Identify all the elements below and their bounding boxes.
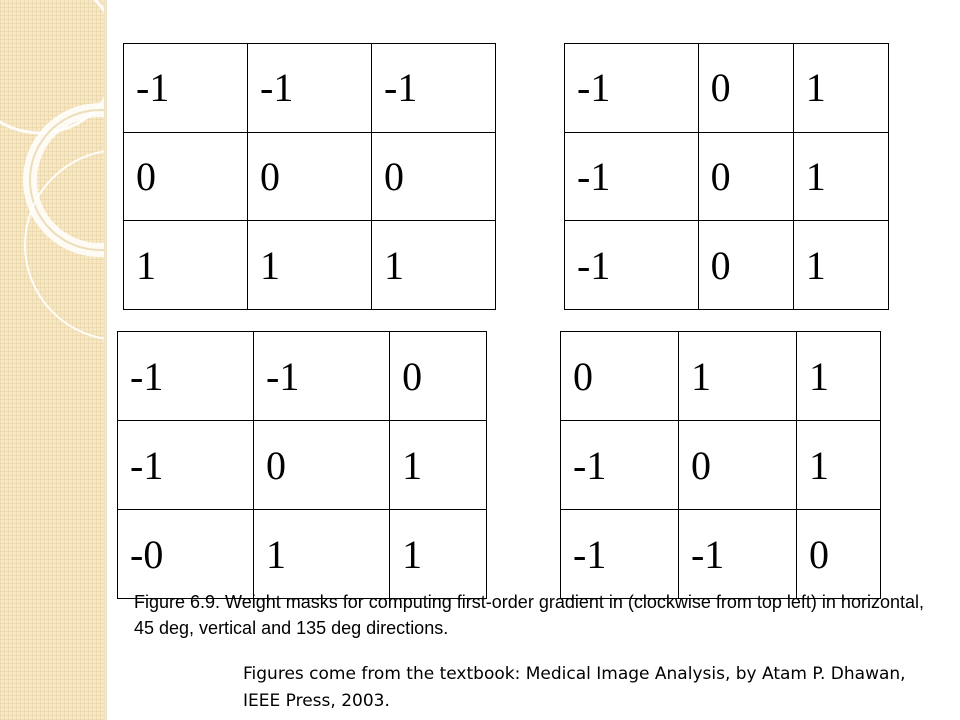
mask-cell: -1 (372, 44, 496, 133)
mask-cell: 0 (698, 44, 793, 133)
mask-cell: 0 (254, 421, 390, 510)
mask-horizontal (123, 43, 496, 310)
mask-cell: -0 (118, 510, 254, 599)
mask-cell: 1 (124, 221, 248, 310)
mask-cell: 0 (678, 421, 796, 510)
mask-row (565, 132, 889, 221)
mask-cell: -1 (248, 44, 372, 133)
sidebar-edge (104, 0, 107, 720)
mask-cell: -1 (118, 421, 254, 510)
mask-cell: 1 (390, 421, 487, 510)
mask-row (118, 332, 487, 421)
mask-cell: -1 (254, 332, 390, 421)
figure-caption: Figure 6.9. Weight masks for computing first-order gradient in (clockwise from top left) in horizontal, 45 deg, vertical and 135 deg directions. (134, 592, 924, 638)
mask-cell: 0 (561, 332, 679, 421)
mask-cell: 1 (793, 132, 888, 221)
mask-cell: 1 (796, 332, 880, 421)
mask-cell: -1 (561, 421, 679, 510)
mask-135-deg (117, 331, 487, 599)
mask-cell: 1 (248, 221, 372, 310)
mask-cell: -1 (118, 332, 254, 421)
mask-cell: 1 (793, 221, 888, 310)
mask-45-deg (560, 331, 881, 599)
mask-cell: 1 (796, 421, 880, 510)
mask-vertical (564, 43, 889, 310)
mask-cell: 0 (372, 132, 496, 221)
mask-cell: 0 (698, 221, 793, 310)
mask-row (118, 510, 487, 599)
mask-cell: -1 (678, 510, 796, 599)
mask-cell: 0 (390, 332, 487, 421)
mask-cell: 1 (793, 44, 888, 133)
mask-row (561, 421, 881, 510)
mask-cell: -1 (565, 221, 699, 310)
mask-cell: -1 (565, 44, 699, 133)
mask-cell: 0 (796, 510, 880, 599)
thick-ring (30, 110, 104, 250)
mask-cell: -1 (561, 510, 679, 599)
decorative-sidebar (0, 0, 104, 720)
mask-cell: -1 (124, 44, 248, 133)
mask-row (565, 221, 889, 310)
source-credit: Figures come from the textbook: Medical Image Analysis, by Atam P. Dhawan, IEEE Press, 2003. (243, 664, 906, 711)
mask-row (561, 510, 881, 599)
mask-cell: 1 (390, 510, 487, 599)
mask-cell: 1 (372, 221, 496, 310)
mask-cell: 1 (678, 332, 796, 421)
mask-row (124, 132, 496, 221)
mask-cell: 0 (124, 132, 248, 221)
mask-cell: 1 (254, 510, 390, 599)
mask-cell: -1 (565, 132, 699, 221)
mask-row (118, 421, 487, 510)
mask-cell: 0 (248, 132, 372, 221)
mask-row (561, 332, 881, 421)
mask-row (565, 44, 889, 133)
rings-decoration (0, 0, 104, 720)
mask-row (124, 221, 496, 310)
mask-cell: 0 (698, 132, 793, 221)
mask-row (124, 44, 496, 133)
